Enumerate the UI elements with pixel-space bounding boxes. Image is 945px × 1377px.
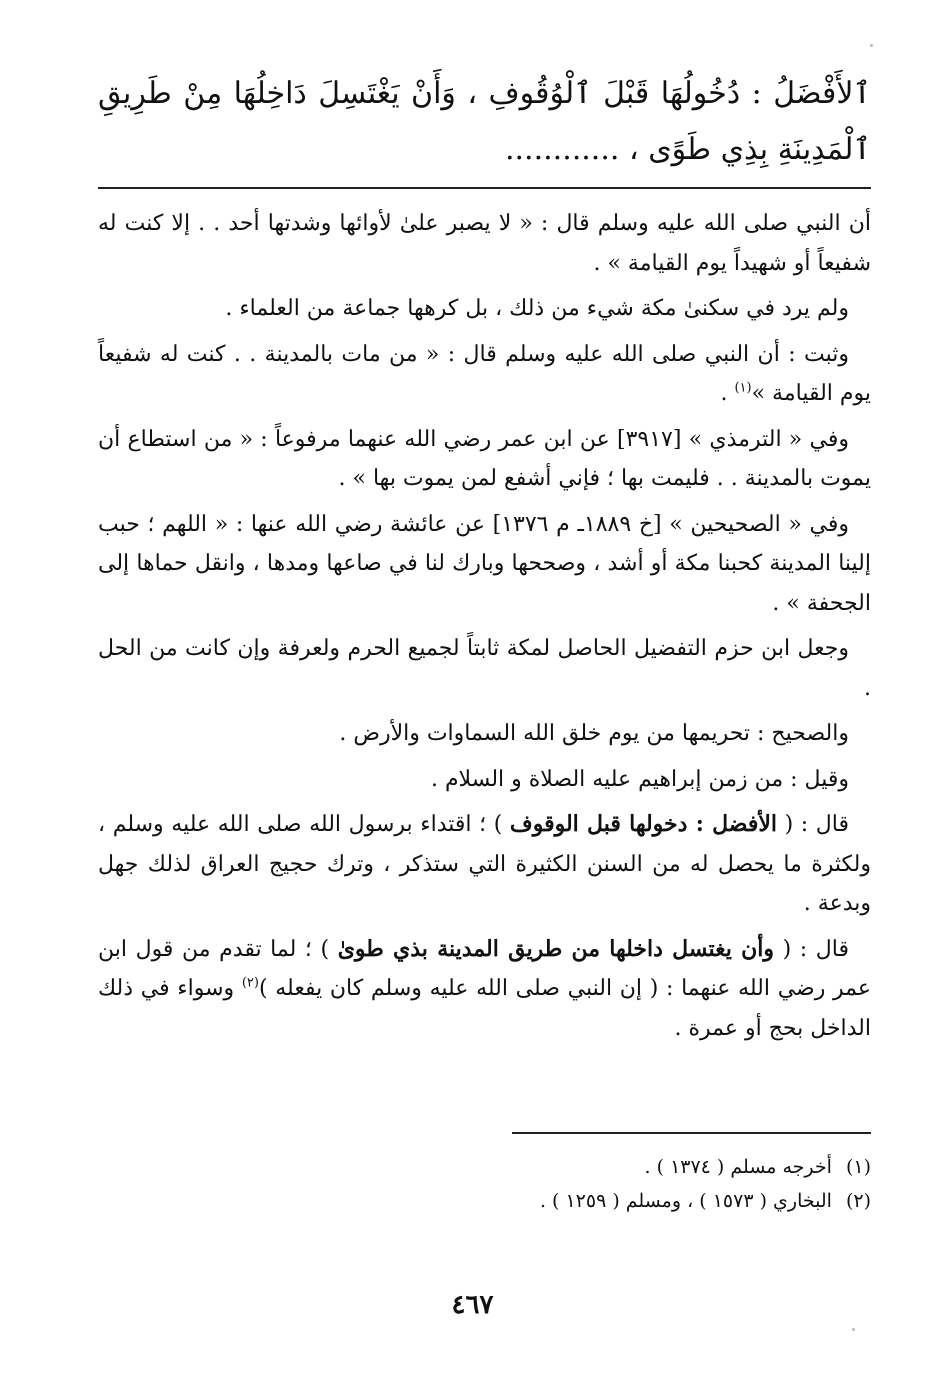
paragraph-qila-ibrahim: وقيل : من زمن إبراهيم عليه الصلاة و السلام . <box>430 766 849 792</box>
footnote-separator-rule <box>512 1132 871 1134</box>
matn-dots: ............ <box>504 132 620 167</box>
footnote-number: (٢) <box>845 1190 871 1212</box>
paragraph-sahihayn: وفي « الصحيحين » [خ ١٨٨٩ـ م ١٣٧٦] عن عائشة رضي الله عنها : « اللهم ؛ حبب إلينا المدينة كحبنا مكة أو أشد ، وصححها وبارك لنا في صاعها ومدها ، وانقل حماها إلى الجحفة » . <box>98 511 871 616</box>
scan-speck <box>870 44 873 47</box>
paragraph-afdal <box>98 805 871 924</box>
paragraph-sahih-tahrim: والصحيح : تحريمها من يوم خلق الله السماوات والأرض . <box>339 721 849 746</box>
footnote-1 <box>98 1150 871 1184</box>
footnote-text: البخاري ( ١٥٧٣ ) ، ومسلم ( ١٢٥٩ ) . <box>539 1190 832 1212</box>
paragraph-text: وثبت : أن النبي صلى الله عليه وسلم قال : « من مات بالمدينة . . كنت له شفيعاً يوم القيامة » <box>98 341 871 406</box>
paragraph-sukna-makkah: ولم يرد في سكنىٰ مكة شيء من ذلك ، بل كرهها جماعة من العلماء . <box>225 296 849 321</box>
quoted-matn-bold: وأن يغتسل داخلها من طريق المدينة بذي طوىٰ <box>337 935 774 962</box>
scan-speck <box>852 1328 855 1331</box>
commentary-body <box>98 204 871 1054</box>
paragraph-mat-bil-madinah <box>98 335 871 414</box>
paragraph-hadith-madinah: أن النبي صلى الله عليه وسلم قال : « لا يصبر علىٰ لأوائها وشدتها أحد . . إلا كنت له شفيعاً أو شهيداً يوم القيامة » . <box>98 211 871 276</box>
matn-heading <box>98 66 871 178</box>
paragraph-tirmidhi: وفي « الترمذي » [٣٩١٧] عن ابن عمر رضي الله عنهما مرفوعاً : « من استطاع أن يموت بالمدينة . . فليمت بها ؛ فإني أشفع لمن يموت بها » . <box>98 426 871 491</box>
matn-separator-rule <box>98 187 871 189</box>
footnote-2 <box>98 1184 871 1218</box>
paragraph-lead: قال : ( <box>777 812 849 837</box>
paragraph-mid: ) ؛ لما تقدم من قول ابن عمر رضي الله عنهما : ( إن النبي صلى الله عليه وسلم كان يفعله ) <box>98 936 871 1001</box>
paragraph-ibn-hazm: وجعل ابن حزم التفضيل الحاصل لمكة ثابتاً لجميع الحرم ولعرفة وإن كانت من الحل . <box>98 636 871 701</box>
page-number: ٤٦٧ <box>451 1290 494 1320</box>
paragraph-rest: ) ؛ اقتداء برسول الله صلى الله عليه وسلم ، ولكثرة ما يحصل له من السنن الكثيرة التي ستذكر ، وترك حجيج العراق لذلك جهل وبدعة . <box>98 812 871 916</box>
matn-text: ٱلأَفْضَلُ : دُخُولُهَا قَبْلَ ٱلْوُقُوفِ ، وَأَنْ يَغْتَسِلَ دَاخِلُهَا مِنْ طَرِيقِ ٱلْمَدِينَةِ بِذِي طَوًى ، <box>98 76 871 167</box>
paragraph-rest: وسواء في ذلك الداخل بحج أو عمرة . <box>98 976 871 1041</box>
footnote-number: (١) <box>845 1156 871 1178</box>
paragraph-tail: . <box>720 381 735 406</box>
paragraph-lead: قال : ( <box>774 936 849 962</box>
footnotes <box>98 1150 871 1218</box>
footnote-text: أخرجه مسلم ( ١٣٧٤ ) . <box>644 1156 832 1178</box>
footnote-ref-2[interactable]: (٢) <box>241 975 259 991</box>
quoted-matn-bold: الأفضل : دخولها قبل الوقوف <box>509 811 777 837</box>
footnote-ref-1[interactable]: (١) <box>734 380 752 396</box>
paragraph-ghusl <box>98 930 871 1049</box>
